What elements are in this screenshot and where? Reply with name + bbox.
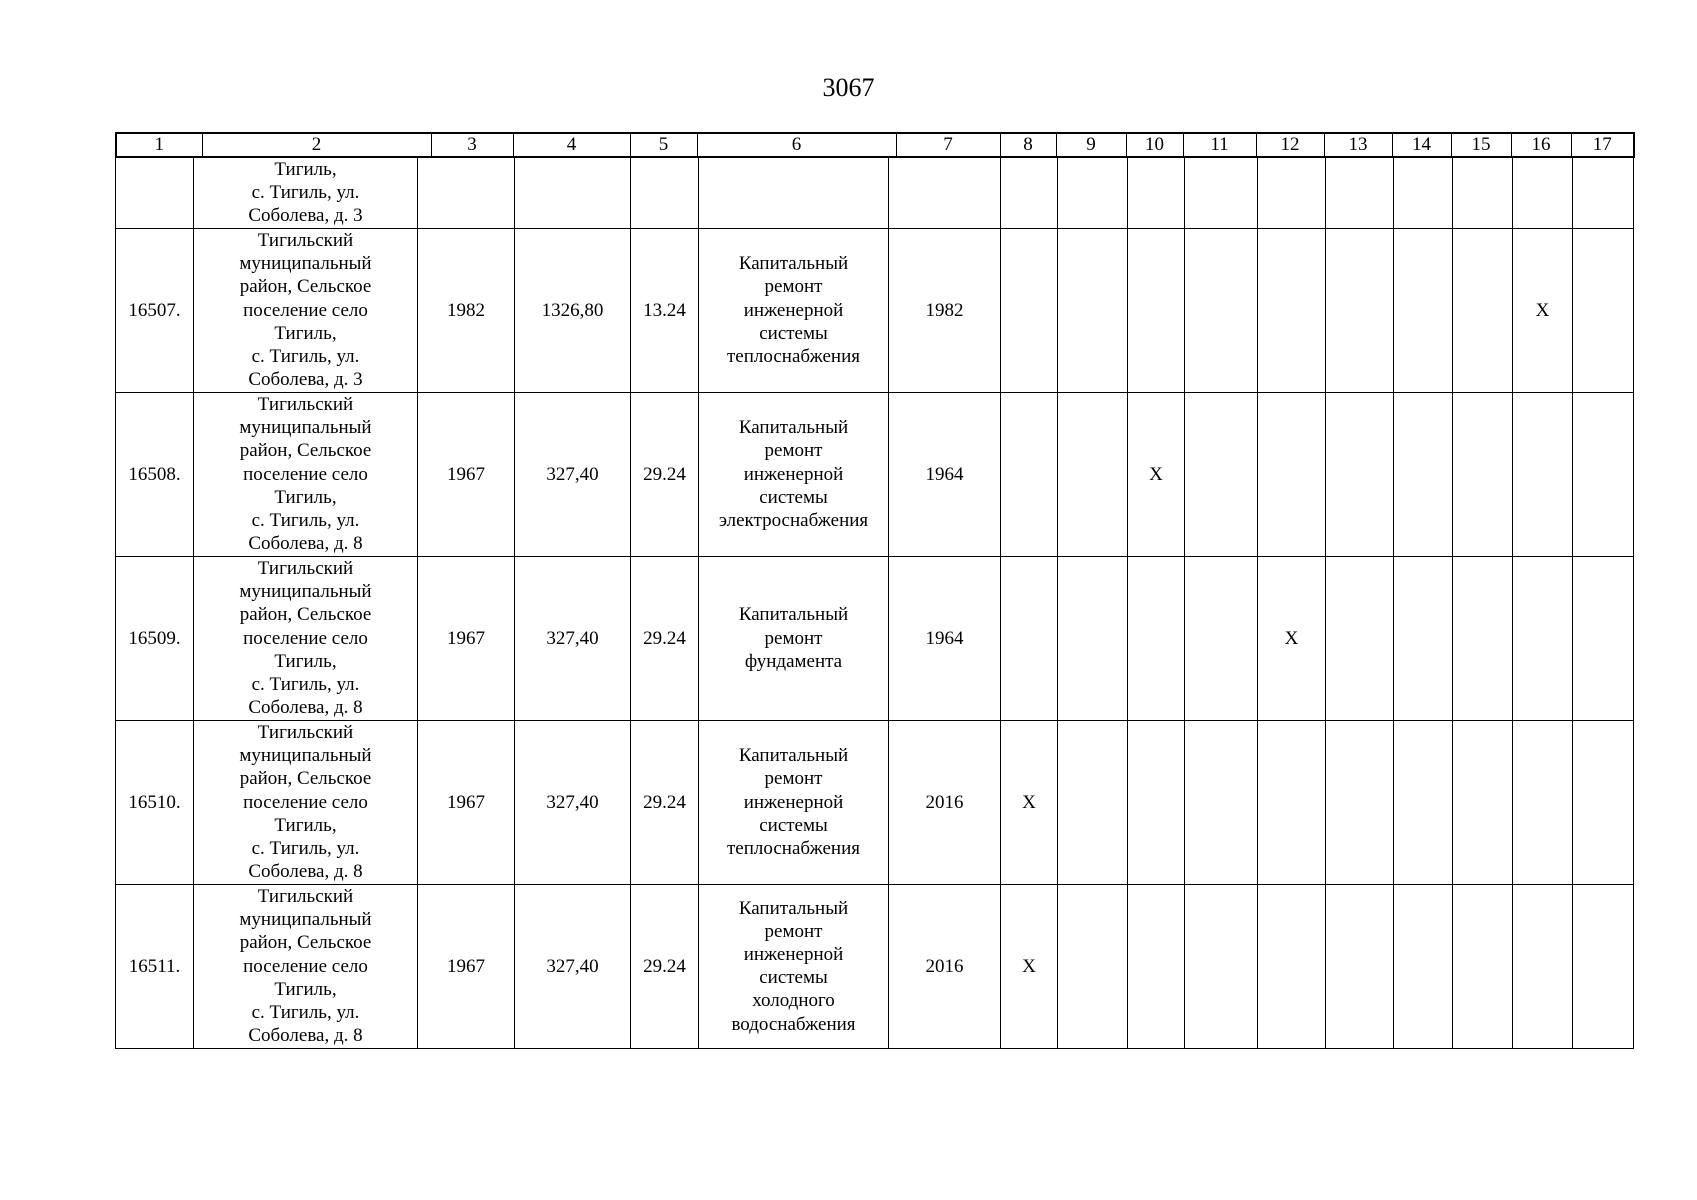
cell-code: 29.24 — [631, 556, 699, 720]
cell-area: 327,40 — [515, 392, 631, 556]
table-row — [116, 228, 1634, 392]
cell-mark-col-8: X — [1001, 884, 1058, 1048]
cell-mark-col-14 — [1394, 392, 1453, 556]
cell-work: Капитальный ремонт инженерной системы холодного водоснабжения — [699, 884, 889, 1048]
cell-mark-col-11 — [1185, 884, 1258, 1048]
cell-mark-col-9 — [1058, 392, 1128, 556]
cell-mark-col-17 — [1573, 884, 1634, 1048]
cell-mark-col-10 — [1128, 720, 1185, 884]
cell-mark-col-10 — [1128, 228, 1185, 392]
column-number-10: 10 — [1126, 133, 1183, 157]
cell-mark-col-13 — [1326, 556, 1394, 720]
cell-mark-col-12 — [1258, 720, 1326, 884]
cell-year: 1967 — [418, 556, 515, 720]
table-row — [116, 556, 1634, 720]
cell-mark-col-11 — [1185, 228, 1258, 392]
cell-mark-col-8 — [1001, 228, 1058, 392]
cell-mark-col-9 — [1058, 228, 1128, 392]
cell-mark-col-16 — [1513, 556, 1573, 720]
cell-code: 29.24 — [631, 884, 699, 1048]
cell-last-year: 1964 — [889, 392, 1001, 556]
cell-mark-col-15 — [1453, 228, 1513, 392]
cell-mark-col-15 — [1453, 392, 1513, 556]
column-number-5: 5 — [630, 133, 697, 157]
cell-mark-col-9 — [1058, 720, 1128, 884]
cell-last-year: 2016 — [889, 720, 1001, 884]
cell-mark-col-11 — [1185, 720, 1258, 884]
column-number-11: 11 — [1183, 133, 1256, 157]
column-number-17: 17 — [1571, 133, 1634, 157]
table-row — [116, 392, 1634, 556]
table-row — [116, 884, 1634, 1048]
cell-num: 16507. — [116, 228, 194, 392]
column-number-16: 16 — [1511, 133, 1571, 157]
cell-mark-col-14 — [1394, 556, 1453, 720]
cell-work: Капитальный ремонт инженерной системы теплоснабжения — [699, 720, 889, 884]
column-number-1: 1 — [116, 133, 202, 157]
cell-mark-col-15 — [1453, 720, 1513, 884]
cell-mark-col-8 — [1001, 556, 1058, 720]
column-number-9: 9 — [1056, 133, 1126, 157]
column-number-header — [115, 132, 1635, 158]
cell-mark-col-14 — [1394, 720, 1453, 884]
cell-address: Тигильский муниципальный район, Сельское поселение село Тигиль, с. Тигиль, ул. Соболева, д. 8 — [194, 556, 418, 720]
cell-year: 1967 — [418, 392, 515, 556]
cell-mark-col-10: X — [1128, 392, 1185, 556]
column-number-4: 4 — [513, 133, 630, 157]
continuation-row — [116, 158, 1634, 229]
cell-address: Тигиль, с. Тигиль, ул. Соболева, д. 3 — [194, 158, 418, 229]
cell-mark-col-13 — [1326, 392, 1394, 556]
cell-mark-col-10 — [1128, 556, 1185, 720]
records-table — [115, 157, 1634, 1049]
cell-num: 16510. — [116, 720, 194, 884]
cell-code: 13.24 — [631, 228, 699, 392]
cell-address: Тигильский муниципальный район, Сельское поселение село Тигиль, с. Тигиль, ул. Соболева, д. 3 — [194, 228, 418, 392]
column-number-3: 3 — [431, 133, 513, 157]
cell-mark-col-8 — [1001, 392, 1058, 556]
cell-address: Тигильский муниципальный район, Сельское поселение село Тигиль, с. Тигиль, ул. Соболева, д. 8 — [194, 720, 418, 884]
cell-mark-col-16 — [1513, 884, 1573, 1048]
cell-num — [116, 158, 194, 229]
cell-year: 1982 — [418, 228, 515, 392]
cell-address: Тигильский муниципальный район, Сельское поселение село Тигиль, с. Тигиль, ул. Соболева, д. 8 — [194, 884, 418, 1048]
cell-mark-col-16 — [1513, 392, 1573, 556]
cell-mark-col-14 — [1394, 884, 1453, 1048]
cell-address: Тигильский муниципальный район, Сельское поселение село Тигиль, с. Тигиль, ул. Соболева, д. 8 — [194, 392, 418, 556]
column-number-7: 7 — [896, 133, 1000, 157]
cell-mark-col-13 — [1326, 228, 1394, 392]
cell-mark-col-10 — [1128, 884, 1185, 1048]
cell-mark-col-13 — [1326, 884, 1394, 1048]
cell-mark-col-15 — [1453, 884, 1513, 1048]
cell-mark-col-16 — [1513, 720, 1573, 884]
cell-mark-col-16: X — [1513, 228, 1573, 392]
cell-mark-col-17 — [1573, 720, 1634, 884]
cell-mark-col-17 — [1573, 556, 1634, 720]
column-number-6: 6 — [697, 133, 896, 157]
cell-year: 1967 — [418, 884, 515, 1048]
cell-year: 1967 — [418, 720, 515, 884]
cell-work: Капитальный ремонт инженерной системы теплоснабжения — [699, 228, 889, 392]
column-number-8: 8 — [1000, 133, 1056, 157]
cell-mark-col-8: X — [1001, 720, 1058, 884]
column-number-14: 14 — [1392, 133, 1451, 157]
column-number-13: 13 — [1324, 133, 1392, 157]
cell-code: 29.24 — [631, 392, 699, 556]
cell-mark-col-11 — [1185, 556, 1258, 720]
cell-mark-col-12 — [1258, 392, 1326, 556]
cell-num: 16509. — [116, 556, 194, 720]
cell-work: Капитальный ремонт инженерной системы электроснабжения — [699, 392, 889, 556]
cell-mark-col-9 — [1058, 556, 1128, 720]
cell-last-year: 2016 — [889, 884, 1001, 1048]
column-number-15: 15 — [1451, 133, 1511, 157]
cell-mark-col-12 — [1258, 884, 1326, 1048]
cell-mark-col-13 — [1326, 720, 1394, 884]
column-number-12: 12 — [1256, 133, 1324, 157]
cell-mark-col-17 — [1573, 392, 1634, 556]
cell-num: 16511. — [116, 884, 194, 1048]
page-number: 3067 — [822, 73, 875, 102]
cell-area: 1326,80 — [515, 228, 631, 392]
cell-mark-col-12: X — [1258, 556, 1326, 720]
cell-mark-col-12 — [1258, 228, 1326, 392]
cell-area: 327,40 — [515, 556, 631, 720]
cell-last-year: 1982 — [889, 228, 1001, 392]
cell-num: 16508. — [116, 392, 194, 556]
column-number-2: 2 — [202, 133, 431, 157]
cell-mark-col-9 — [1058, 884, 1128, 1048]
cell-area: 327,40 — [515, 720, 631, 884]
cell-mark-col-11 — [1185, 392, 1258, 556]
table-row — [116, 720, 1634, 884]
cell-mark-col-14 — [1394, 228, 1453, 392]
cell-mark-col-17 — [1573, 228, 1634, 392]
cell-area: 327,40 — [515, 884, 631, 1048]
cell-work: Капитальный ремонт фундамента — [699, 556, 889, 720]
cell-code: 29.24 — [631, 720, 699, 884]
cell-mark-col-15 — [1453, 556, 1513, 720]
cell-last-year: 1964 — [889, 556, 1001, 720]
